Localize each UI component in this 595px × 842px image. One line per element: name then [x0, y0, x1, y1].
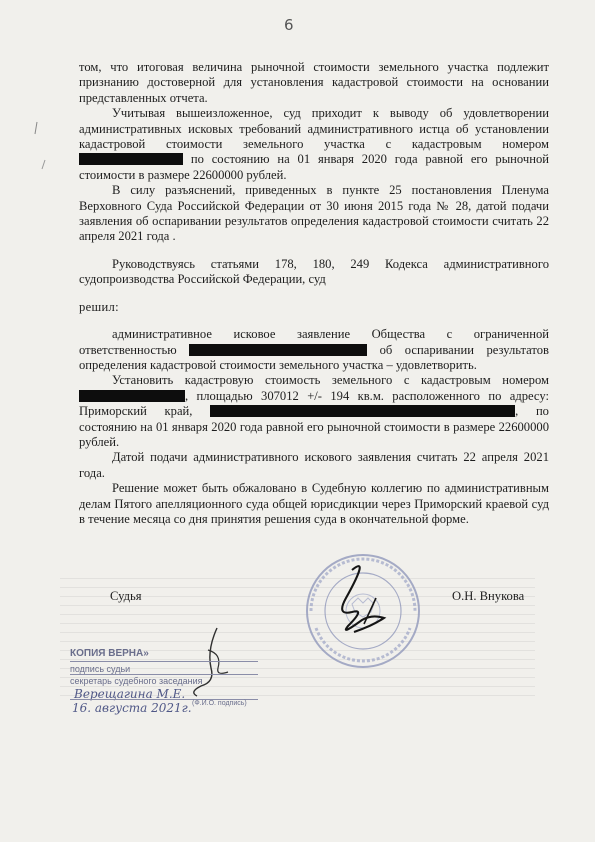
stamp-signature-caption: подпись судьи	[70, 664, 131, 674]
margin-marks	[35, 122, 45, 169]
text-segment: Установить кадастровую стоимость земельного с кадастровым номером	[112, 373, 549, 388]
judge-name: О.Н. Внукова	[452, 589, 525, 603]
paragraph-appeal: Решение может быть обжаловано в Судебную коллегию по административным делам Пятого апелляционного суда общей юрисдикции через Приморский краевой суд в течение месяца со дня принятия решения суда в окончательной форме.	[79, 481, 549, 526]
paragraph-filing-date: Датой подачи административного искового заявления считать 22 апреля 2021 года.	[79, 450, 549, 480]
stamp-initials-caption: (Ф.И.О. подпись)	[192, 700, 247, 707]
paragraph-plenum-clarification: В силу разъяснений, приведенных в пункте 25 постановления Пленума Верховного Суда Российской Федерации от 30 июня 2015 года № 28, датой подачи заявления об оспаривании результатов определения кадастровой стоимости считать 22 апреля 2021 года .	[79, 183, 549, 244]
page-number: 6	[284, 16, 294, 34]
stamp-line	[70, 674, 258, 675]
text-segment: , по состоянию на 01 января 2020 года равной его рыночной стоимости в размере 22600000 рублей.	[79, 404, 549, 449]
paragraph-conclusion-report: том, что итоговая величина рыночной стоимости земельного участка подлежит признанию достоверной для установления кадастровой стоимости на основании представленных отчета.	[79, 60, 549, 105]
stamp-header: КОПИЯ ВЕРНА»	[70, 648, 149, 659]
stamp-line	[70, 661, 258, 662]
text-segment: , площадью 307012 +/- 194 кв.м. расположенного по адресу: Приморский край,	[79, 388, 549, 419]
court-seal	[307, 555, 419, 667]
resolved-heading: решил:	[79, 299, 119, 314]
judge-title: Судья	[110, 589, 142, 603]
copy-certified-stamp	[70, 644, 260, 716]
paragraph-legal-basis: Руководствуясь статьями 178, 180, 249 Кодекса административного судопроизводства Российской Федерации, суд	[79, 256, 549, 287]
text-segment: Учитывая вышеизложенное, суд приходит к выводу об удовлетворении административных исковых требований административного истца об установлении кадастровой стоимости земельного участка с кадастровым номером	[79, 106, 549, 152]
text-segment: об оспаривании результатов определения кадастровой стоимости земельного участка – удовлетворить.	[79, 342, 549, 372]
handwritten-date: 16. августа 2021г.	[72, 701, 192, 715]
stamp-secretary-caption: секретарь судебного заседания	[70, 676, 203, 686]
text-segment: административное исковое заявление Общества с ограниченной ответственностью	[79, 327, 549, 357]
text-segment: по состоянию на 01 января 2020 года равной его рыночной стоимости в размере 22600000 рублей.	[79, 152, 549, 182]
secretary-handwritten-name: Верещагина М.Е.	[74, 687, 186, 701]
